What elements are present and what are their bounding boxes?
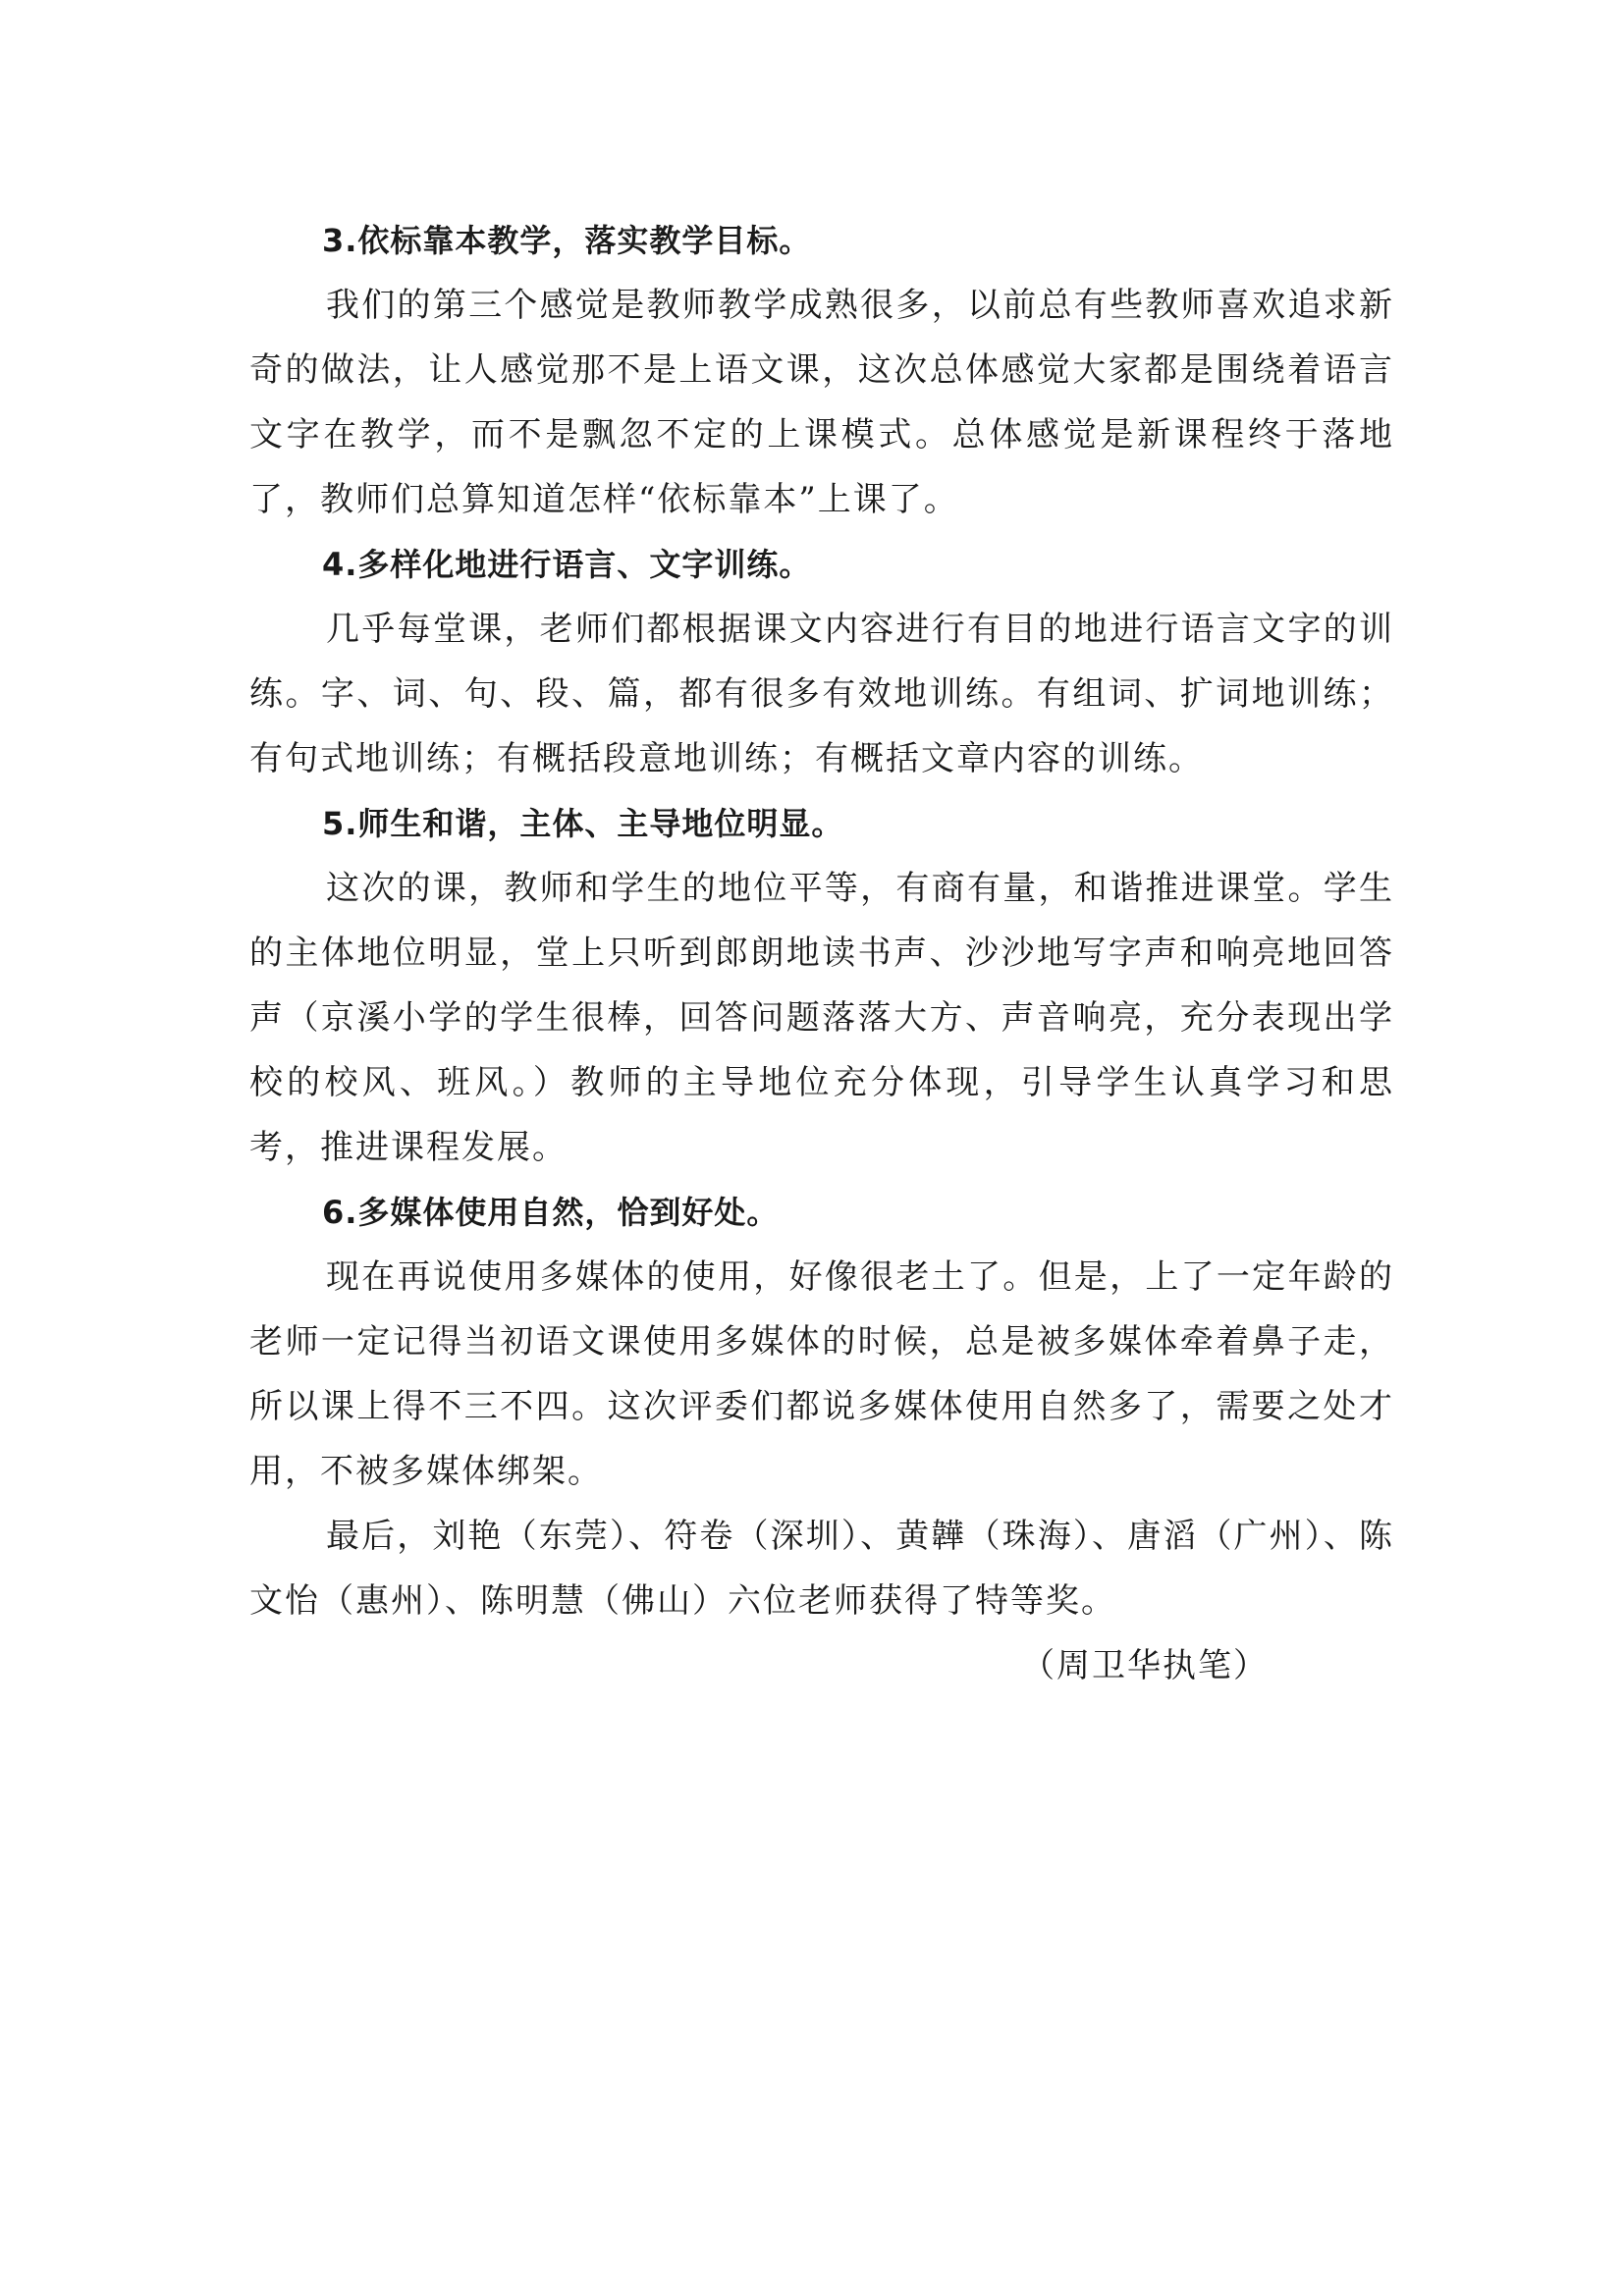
- section-heading: 5.师生和谐，主体、主导地位明显。: [322, 805, 844, 842]
- section-3: [249, 208, 1394, 532]
- section-heading: 3.依标靠本教学，落实教学目标。: [322, 222, 812, 259]
- section-6: [249, 1180, 1394, 1504]
- section-paragraph: 这次的课，教师和学生的地位平等，有商有量，和谐推进课堂。学生的主体地位明显，堂上只听到郎朗地读书声、沙沙地写字声和响亮地回答声（京溪小学的学生很棒，回答问题落落大方、声音响亮，充分表现出学校的校风、班风。）教师的主导地位充分体现，引导学生认真学习和思考，推进课程发展。: [249, 869, 1394, 1167]
- section-4: [249, 532, 1394, 791]
- section-heading: 6.多媒体使用自然，恰到好处。: [322, 1194, 780, 1231]
- section-paragraph: 几乎每堂课，老师们都根据课文内容进行有目的地进行语言文字的训练。字、词、句、段、篇，都有很多有效地训练。有组词、扩词地训练；有句式地训练；有概括段意地训练；有概括文章内容的训练。: [249, 610, 1394, 778]
- closing-paragraph: 最后，刘艳（东莞）、符卷（深圳）、黄韡（珠海）、唐滔（广州）、陈文怡（惠州）、陈明慧（佛山）六位老师获得了特等奖。: [249, 1517, 1394, 1621]
- document-page: [249, 208, 1394, 1698]
- section-paragraph: 我们的第三个感觉是教师教学成熟很多，以前总有些教师喜欢追求新奇的做法，让人感觉那不是上语文课，这次总体感觉大家都是围绕着语言文字在教学，而不是飘忽不定的上课模式。总体感觉是新课程终于落地了，教师们总算知道怎样“依标靠本”上课了。: [249, 286, 1394, 519]
- author-signature: （周卫华执笔）: [1021, 1646, 1269, 1685]
- section-paragraph: 现在再说使用多媒体的使用，好像很老土了。但是，上了一定年龄的老师一定记得当初语文课使用多媒体的时候，总是被多媒体牵着鼻子走，所以课上得不三不四。这次评委们都说多媒体使用自然多了，需要之处才用，不被多媒体绑架。: [249, 1257, 1394, 1491]
- section-5: [249, 791, 1394, 1180]
- section-heading: 4.多样化地进行语言、文字训练。: [322, 546, 812, 583]
